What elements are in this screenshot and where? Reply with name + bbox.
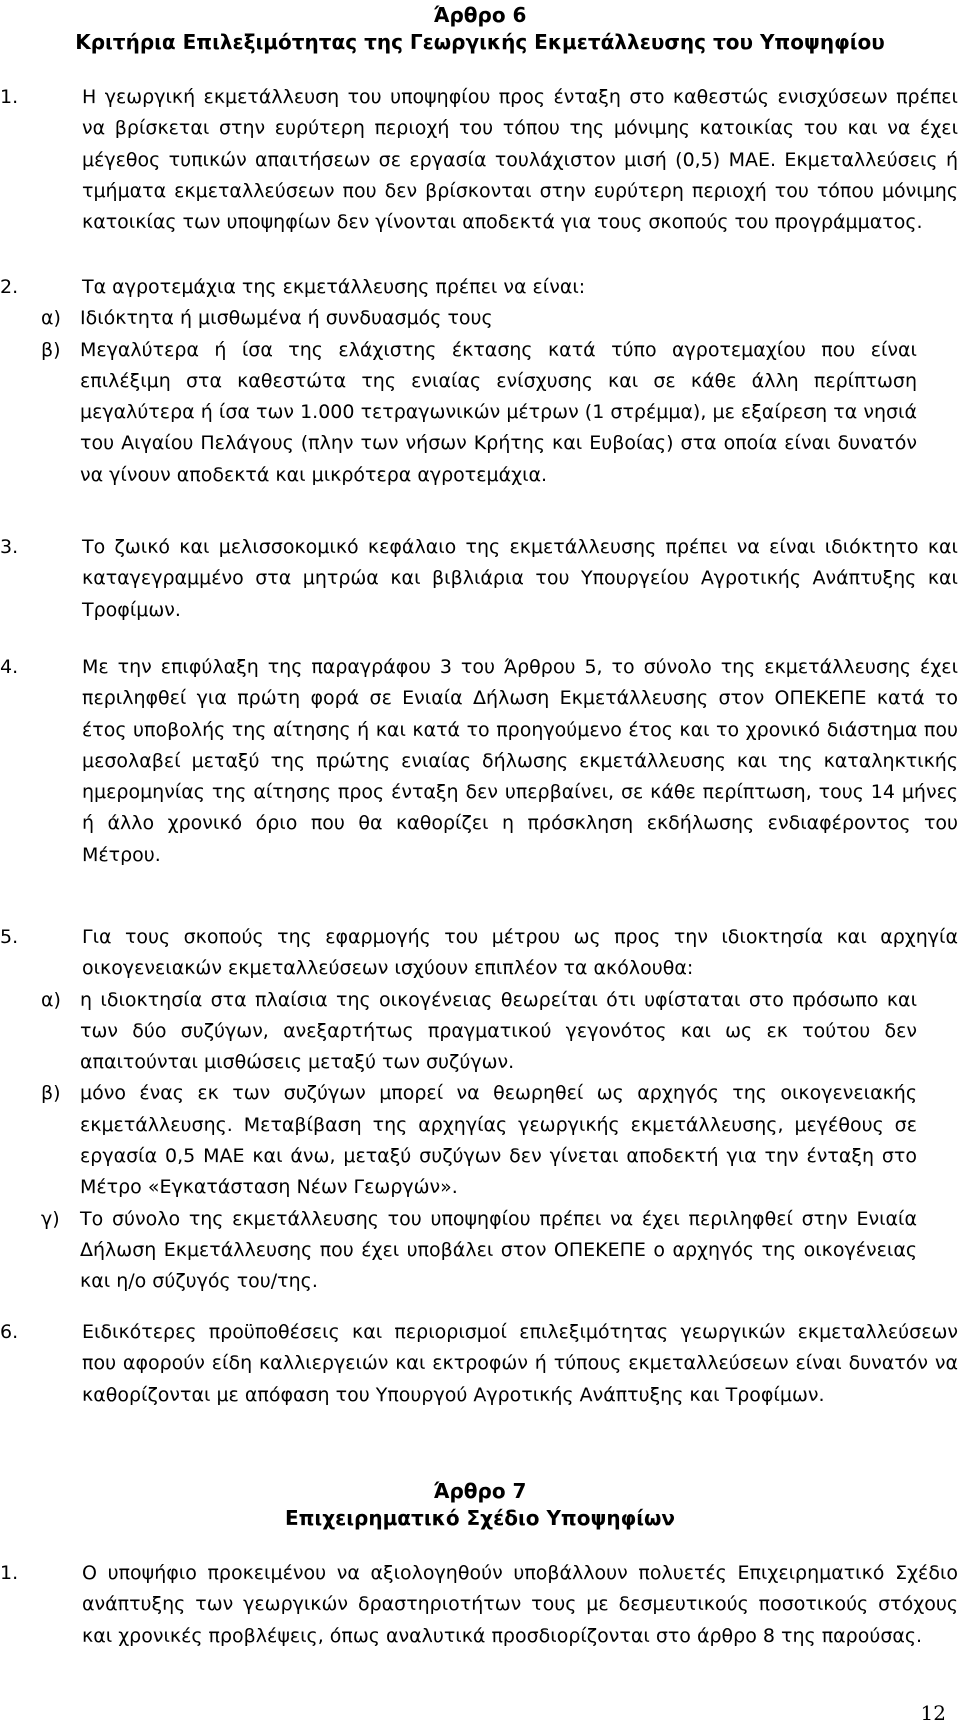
sub-item-text: η ιδιοκτησία στα πλαίσια της οικογένειας θεωρείται ότι υφίσταται στο πρόσωπο και των δύο συζύγων, ανεξαρτήτως πραγματικού γεγονότος και ως εκ τούτου δεν απαιτούνται μισθώσεις μεταξύ των συζύγων. xyxy=(80,988,917,1074)
sub-item-text: Μεγαλύτερα ή ίσα της ελάχιστης έκτασης κατά τύπο αγροτεμαχίου που είναι επιλέξιμη στα καθεστώτα της ενιαίας ενίσχυσης και σε κάθε άλλη περίπτωση μεγαλύτερα ή ίσα των 1.000 τετραγωνικών μέτρων (1 στρέμμα), με εξαίρεση τα νησιά του Αιγαίου Πελάγους (πλην των νήσων Κρήτης και Ευβοίας) στα οποία είναι δυνατόν να γίνουν αποδεκτά και μικρότερα αγροτεμάχια. xyxy=(80,338,917,486)
paragraph-text: Η γεωργική εκμετάλλευση του υποψηφίου προς ένταξη στο καθεστώς ενισχύσεων πρέπει να βρίσκεται στην ευρύτερη περιοχή του τόπου της μόνιμης κατοικίας του και να έχει μέγεθος τυπικών απαιτήσεων σε εργασία τουλάχιστον μισή (0,5) ΜΑΕ. Εκμεταλλεύσεις ή τμήματα εκμεταλλεύσεων που δεν βρίσκονται στην ευρύτερη περιοχή του τόπου μόνιμης κατοικίας των υποψηφίων δεν γίνονται αποδεκτά για τους σκοπούς του προγράμματος. xyxy=(82,86,958,234)
sub-item-c xyxy=(0,1204,917,1298)
sub-item-text: Το σύνολο της εκμετάλλευσης του υποψηφίου πρέπει να έχει περιληφθεί στην Ενιαία Δήλωση Εκμετάλλευσης που έχει υποβάλει στον ΟΠΕΚΕΠΕ ο αρχηγός της οικογένειας και η/ο σύζυγός του/της. xyxy=(80,1207,917,1293)
sub-item-b xyxy=(0,335,917,491)
article-7-heading xyxy=(0,1478,960,1532)
paragraph-number: 4. xyxy=(0,656,19,678)
article-6-paragraph-1 xyxy=(0,82,960,238)
paragraph-text: Για τους σκοπούς της εφαρμογής του μέτρου ως προς την ιδιοκτησία και αρχηγία οικογενειακών εκμεταλλεύσεων ισχύουν επιπλέον τα ακόλουθα: xyxy=(82,926,958,980)
paragraph-number: 1. xyxy=(0,1562,19,1584)
page-number: 12 xyxy=(920,1701,946,1725)
article-6-subtitle: Κριτήρια Επιλεξιμότητας της Γεωργικής Εκμετάλλευσης του Υποψηφίου xyxy=(75,30,885,54)
sub-item-label: β) xyxy=(41,1082,61,1105)
sub-item-label: β) xyxy=(41,338,61,361)
paragraph-text: Με την επιφύλαξη της παραγράφου 3 του Άρθρου 5, το σύνολο της εκμετάλλευσης έχει περιληφθεί για πρώτη φορά σε Ενιαία Δήλωση Εκμετάλλευσης στον ΟΠΕΚΕΠΕ κατά το έτος υποβολής της αίτησης ή και κατά το προηγούμενο έτος και το χρονικό διάστημα που μεσολαβεί μεταξύ της πρώτης ενιαίας δήλωσης εκμετάλλευσης και της καταληκτικής ημερομηνίας της αίτησης προς ένταξη δεν υπερβαίνει, σε κάθε περίπτωση, τους 14 μήνες ή άλλο χρονικό όριο που θα καθορίζει η πρόσκληση εκδήλωσης ενδιαφέροντος του Μέτρου. xyxy=(82,656,958,866)
sub-item-text: Ιδιόκτητα ή μισθωμένα ή συνδυασμός τους xyxy=(80,307,493,330)
article-6-paragraph-6 xyxy=(0,1317,960,1411)
sub-item-a xyxy=(0,985,917,1079)
paragraph-text: Ο υποψήφιο προκειμένου να αξιολογηθούν υποβάλλουν πολυετές Επιχειρηματικό Σχέδιο ανάπτυξης των γεωργικών δραστηριοτήτων τους με δεσμευτικούς ποσοτικούς στόχους και χρονικές προβλέψεις, όπως αναλυτικά προσδιορίζονται στο άρθρο 8 της παρούσας. xyxy=(82,1562,958,1647)
sub-item-b xyxy=(0,1078,917,1203)
article-6-paragraph-4 xyxy=(0,652,960,871)
sub-item-label: γ) xyxy=(41,1207,60,1230)
paragraph-number: 1. xyxy=(0,86,19,108)
paragraph-text: Τα αγροτεμάχια της εκμετάλλευσης πρέπει να είναι: xyxy=(82,276,586,298)
article-6-paragraph-3 xyxy=(0,532,960,626)
article-7-paragraph-1 xyxy=(0,1558,960,1652)
article-7-subtitle: Επιχειρηματικό Σχέδιο Υποψηφίων xyxy=(284,1506,676,1530)
paragraph-text: Το ζωικό και μελισσοκομικό κεφάλαιο της εκμετάλλευσης πρέπει να είναι ιδιόκτητο και καταγεγραμμένο στα μητρώα και βιβλιάρια του Υπουργείου Αγροτικής Ανάπτυξης και Τροφίμων. xyxy=(82,536,958,621)
sub-item-label: α) xyxy=(41,988,61,1011)
sub-item-text: μόνο ένας εκ των συζύγων μπορεί να θεωρηθεί ως αρχηγός της οικογενειακής εκμετάλλευσης. Μεταβίβαση της αρχηγίας γεωργικής εκμετάλλευσης, μεγέθους σε εργασία 0,5 ΜΑΕ και άνω, μεταξύ συζύγων δεν γίνεται αποδεκτή για την ένταξη στο Μέτρο «Εγκατάσταση Νέων Γεωργών». xyxy=(80,1082,917,1199)
article-6-heading xyxy=(0,2,960,56)
article-6-paragraph-5 xyxy=(0,922,960,1298)
paragraph-number: 3. xyxy=(0,536,19,558)
paragraph-text: Ειδικότερες προϋποθέσεις και περιορισμοί επιλεξιμότητας γεωργικών εκμεταλλεύσεων που αφορούν είδη καλλιεργειών και εκτροφών ή τύπους εκμεταλλεύσεων είναι δυνατόν να καθορίζονται με απόφαση του Υπουργού Αγροτικής Ανάπτυξης και Τροφίμων. xyxy=(82,1321,958,1406)
article-6-title: Άρθρο 6 xyxy=(433,3,527,27)
sub-item-label: α) xyxy=(41,307,61,330)
article-7-title: Άρθρο 7 xyxy=(433,1479,527,1503)
paragraph-number: 5. xyxy=(0,926,19,948)
sub-item-a xyxy=(0,303,917,334)
paragraph-number: 2. xyxy=(0,276,19,298)
article-6-paragraph-2 xyxy=(0,272,960,491)
paragraph-number: 6. xyxy=(0,1321,19,1343)
